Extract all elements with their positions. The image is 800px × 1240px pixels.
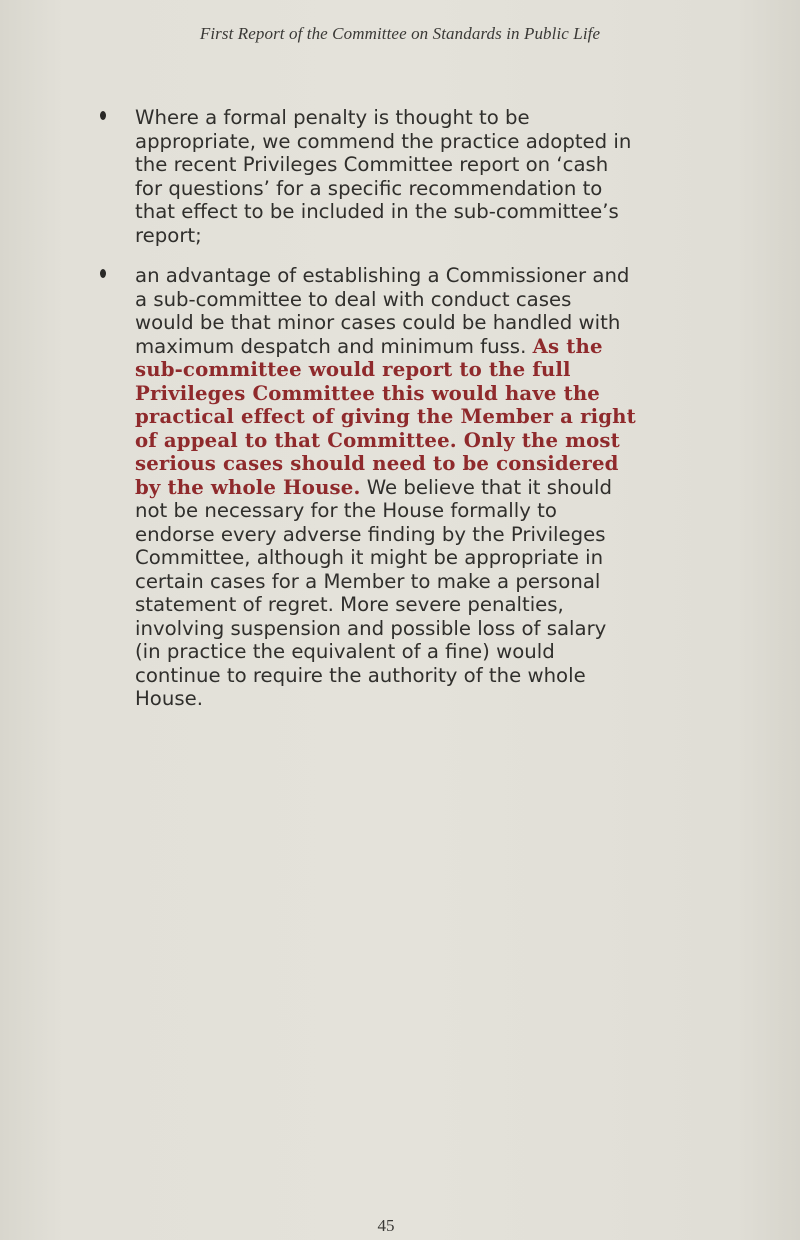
bullet-icon bbox=[100, 111, 106, 120]
bullet-text: Where a formal penalty is thought to be appropriate, we commend the practice adopted in the recent Privileges Committee report on ‘cash for questions’ for a specific recommendation to that effect to be included in the sub-committee’s report; bbox=[135, 106, 632, 247]
page-number: 45 bbox=[377, 1216, 395, 1235]
bullet-text-plain: We believe that it should not be necessary for the House formally to endorse every adverse finding by the Privileges Committee, although it might be appropriate in certain cases for a Member to make a personal statement of regret. More severe penalties, involving suspension and possible loss of salary (in practice the equivalent of a fine) would continue to require the authority of the whole House. bbox=[135, 475, 613, 710]
bullet-text-emphasis: As the sub-committee would report to the full Privileges Committee this would have the practical effect of giving the Member a right of appeal to that Committee. Only the most serious cases should need to be considered by the whole House. bbox=[135, 334, 636, 499]
bullet-text-plain: an advantage of establishing a Commissioner and a sub-committee to deal with conduct cases would be that minor cases could be handled with maximum despatch and minimum fuss. bbox=[135, 264, 630, 358]
bullet-list bbox=[98, 106, 636, 711]
bullet-item-formal-penalty bbox=[98, 106, 636, 247]
bullet-item-commissioner-advantage bbox=[98, 264, 636, 711]
running-header: First Report of the Committee on Standards in Public Life bbox=[199, 24, 601, 43]
bullet-icon bbox=[100, 269, 106, 278]
